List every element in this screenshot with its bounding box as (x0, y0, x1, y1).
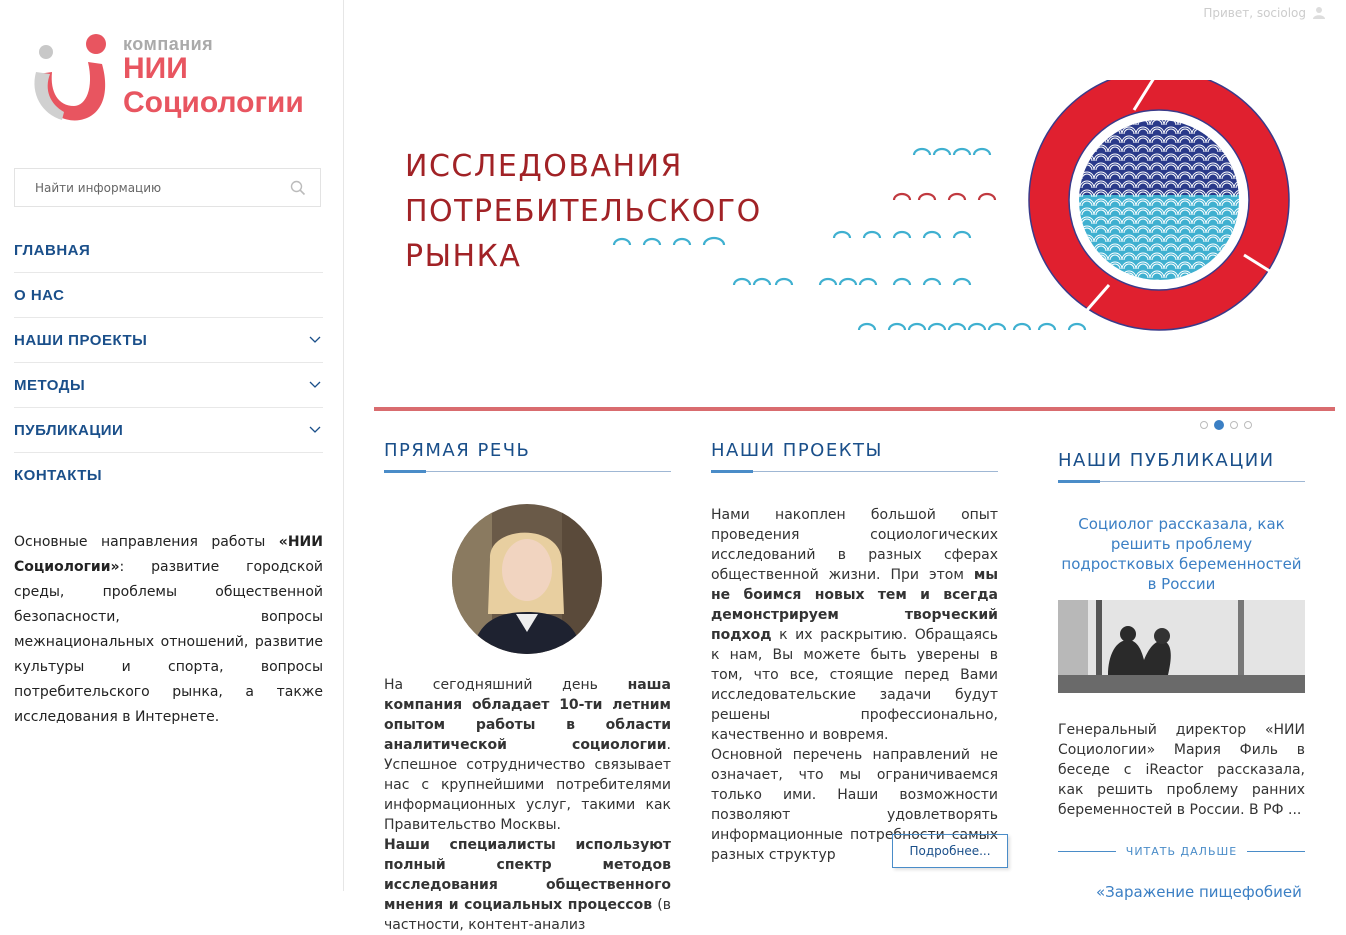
text-part: к их раскрытию. Обращаясь к нам, Вы можете быть уверены в том, что все, стоящие перед Вами исследовательские задачи будут решены профессионально, качественно и вовремя. (711, 627, 998, 743)
publication-excerpt: Генеральный директор «НИИ Социологии» Мария Филь в беседе с iReactor рассказала, как решить проблему ранних беременностей в России. В РФ ... (1058, 722, 1305, 818)
next-publication-title[interactable]: «Заражение пищефобией (1096, 883, 1302, 901)
text-bold: мы не боимся новых тем и всегда демонстрируем творческий подход (711, 567, 998, 643)
projects-section (711, 440, 998, 863)
text-part: Основной перечень направлений не означает, что мы ограничиваемся только ими. Наши возможности позволяют удовлетворять информационные потребности самых разных структур (711, 747, 998, 863)
slider-dot-active[interactable] (1214, 420, 1224, 430)
direct-speech-section (384, 440, 671, 933)
greeting-text: Привет, sociolog (1203, 6, 1306, 20)
text-part: (в частности, контент-анализ (384, 897, 671, 933)
nav-item-methods[interactable] (14, 363, 323, 408)
banner-illustration (604, 80, 1304, 380)
section-heading: ПРЯМАЯ РЕЧЬ (384, 440, 671, 472)
logo-nii-text: НИИ (123, 52, 188, 85)
chevron-down-icon[interactable] (309, 381, 321, 389)
text-part: На сегодняшний день (384, 677, 628, 693)
slider-dot[interactable] (1244, 421, 1252, 429)
banner-title-line: ИССЛЕДОВАНИЯ (405, 149, 683, 184)
main-nav (14, 228, 323, 497)
text-bold: Наши специалисты используют полный спектр методов исследования общественного мнения и социальных процессов (384, 837, 671, 913)
portrait-photo (452, 504, 602, 654)
read-more-label[interactable]: ЧИТАТЬ ДАЛЬШЕ (1125, 845, 1238, 858)
nav-item-label: МЕТОДЫ (14, 376, 86, 394)
nav-item-home[interactable] (14, 228, 323, 273)
nav-item-label: НАШИ ПРОЕКТЫ (14, 331, 148, 349)
section-divider (374, 407, 1335, 411)
chevron-down-icon[interactable] (309, 336, 321, 344)
publication-image[interactable] (1058, 600, 1305, 693)
hero-banner[interactable] (374, 40, 1335, 410)
nav-item-label: ПУБЛИКАЦИИ (14, 421, 124, 439)
logo-company-text: компания (123, 34, 214, 54)
sidebar-text-bold: «НИИ Социологии» (14, 534, 323, 575)
user-greeting[interactable] (1203, 6, 1326, 20)
nav-item-publications[interactable] (14, 408, 323, 453)
nav-item-contacts[interactable] (14, 453, 323, 497)
search-box (14, 168, 321, 207)
more-button[interactable]: Подробнее... (892, 834, 1008, 868)
text-part: . Успешное сотрудничество связывает нас с крупнейшими потребителями информационных услуг, такими как Правительство Москвы. (384, 737, 671, 833)
nav-item-label: ГЛАВНАЯ (14, 241, 91, 259)
slider-dot[interactable] (1230, 421, 1238, 429)
logo-heart-icon (28, 32, 118, 127)
chevron-down-icon[interactable] (309, 426, 321, 434)
read-more-link[interactable] (1058, 845, 1305, 858)
section-heading: НАШИ ПРОЕКТЫ (711, 440, 998, 472)
search-icon[interactable] (290, 180, 306, 196)
publication-title-link[interactable]: Социолог рассказала, как решить проблему подростковых беременностей в России (1061, 515, 1302, 593)
text-bold: наша компания обладает 10-ти летним опытом работы в области аналитической социологии (384, 677, 671, 753)
banner-title-line: РЫНКА (405, 239, 522, 274)
sidebar-description (14, 530, 323, 730)
direct-speech-text (384, 675, 671, 935)
nav-item-label: КОНТАКТЫ (14, 466, 103, 484)
company-logo[interactable] (28, 32, 328, 132)
nav-item-label: О НАС (14, 286, 65, 304)
nav-item-about[interactable] (14, 273, 323, 318)
projects-text (711, 505, 998, 865)
slider-dot[interactable] (1200, 421, 1208, 429)
sidebar (0, 0, 344, 891)
sidebar-text-part: Основные направления работы (14, 534, 279, 550)
search-input[interactable] (15, 169, 295, 206)
banner-title-line: ПОТРЕБИТЕЛЬСКОГО (405, 194, 762, 229)
slider-dots (1200, 421, 1252, 430)
section-heading: НАШИ ПУБЛИКАЦИИ (1058, 450, 1305, 482)
text-part: Нами накоплен большой опыт проведения социологических исследований в разных сферах общественной жизни. При этом (711, 507, 998, 583)
divider-line (1247, 851, 1305, 852)
nav-item-projects[interactable] (14, 318, 323, 363)
divider-line (1058, 851, 1116, 852)
publications-section (1058, 450, 1305, 901)
user-icon[interactable] (1312, 6, 1326, 20)
sidebar-text-part: : развитие городской среды, проблемы общественной безопасности, вопросы межнациональных отношений, развитие культуры и спорта, вопросы потребительского рынка, а также исследования в Интернете. (14, 559, 323, 725)
logo-sociology-text: Социологии (123, 86, 304, 119)
